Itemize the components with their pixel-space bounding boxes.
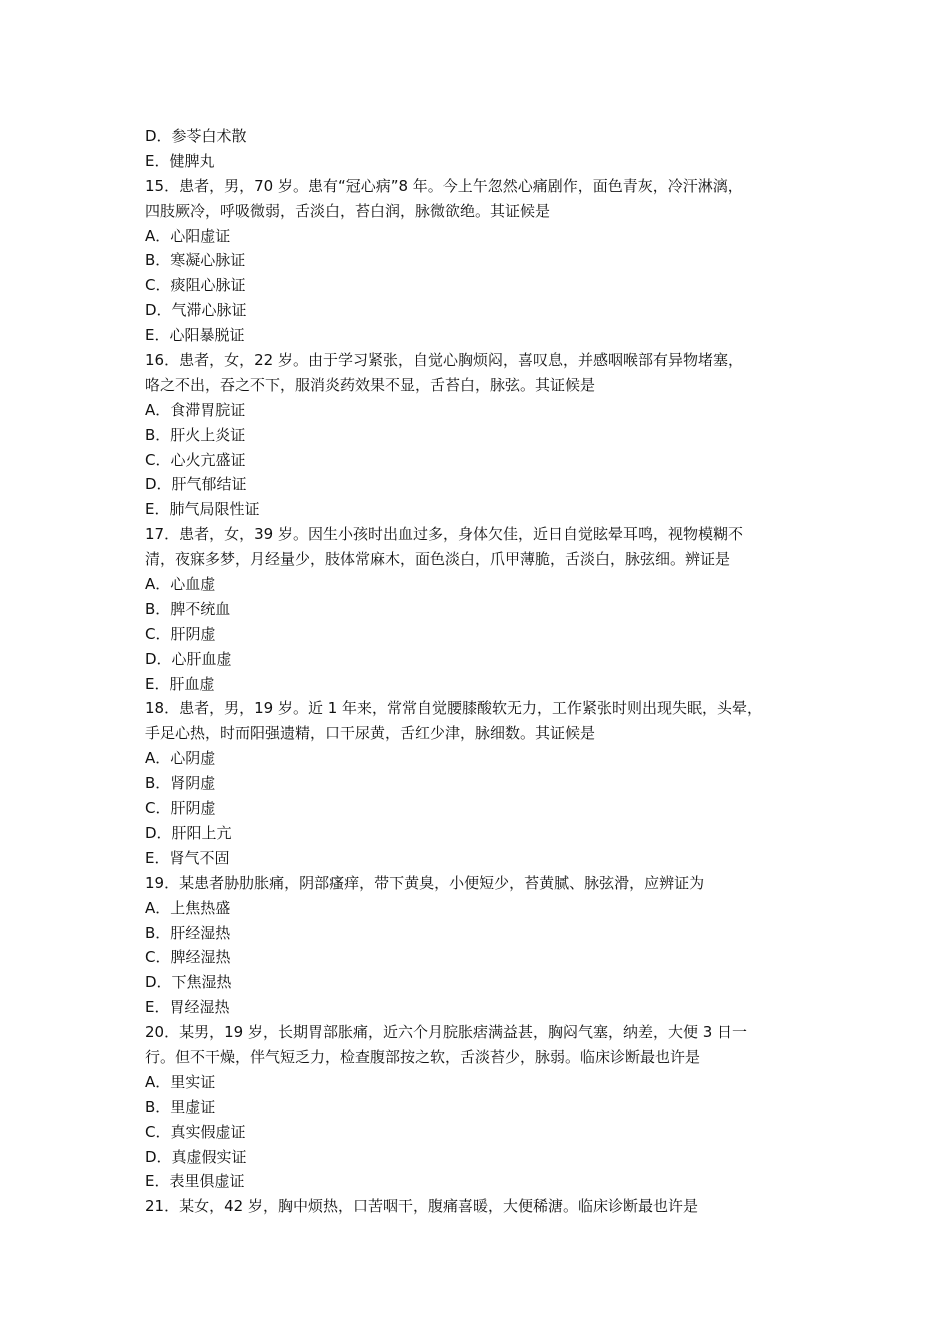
answer-option: C．心火亢盛证 [145, 450, 246, 469]
text-line: 四肢厥冷，呼吸微弱，舌淡白，苔白润，脉微欲绝。其证候是 [145, 201, 551, 220]
answer-option: B．里虚证 [145, 1097, 216, 1116]
answer-option: D．肝气郁结证 [145, 475, 247, 494]
text-line: 清，夜寐多梦，月经量少，肢体常麻木，面色淡白，爪甲薄脆，舌淡白，脉弦细。辨证是 [145, 550, 731, 569]
answer-option: D．气滞心脉证 [145, 301, 247, 320]
question-text: 20．某男，19 岁，长期胃部胀痛，近六个月脘胀痞满益甚，胸闷气塞，纳差，大便 3 日一 [145, 1023, 748, 1042]
answer-option: A．心阳虚证 [145, 226, 231, 245]
answer-option: A．心阴虚 [145, 749, 216, 768]
text-line: 手足心热，时而阳强遗精，口干尿黄，舌红少津，脉细数。其证候是 [145, 724, 596, 743]
answer-option: B．肝经湿热 [145, 923, 231, 942]
question-text: 15．患者，男，70 岁。患有“冠心病”8 年。今上午忽然心痛剧作，面色青灰，冷汗淋漓， [145, 176, 743, 195]
question-text: 19．某患者胁肋胀痛，阴部瘙痒，带下黄臭，小便短少，苔黄腻、脉弦滑，应辨证为 [145, 873, 705, 892]
text-line: 行。但不干燥，伴气短乏力，检查腹部按之软，舌淡苔少，脉弱。临床诊断最也许是 [145, 1047, 701, 1066]
answer-option: E．心阳暴脱证 [145, 326, 245, 345]
answer-option: E．肝血虚 [145, 674, 215, 693]
answer-option: E．肾气不固 [145, 848, 230, 867]
answer-option: D．参苓白术散 [145, 127, 247, 145]
answer-option: A．心血虚 [145, 575, 216, 594]
answer-option: D．心肝血虚 [145, 649, 232, 668]
answer-option: B．肾阴虚 [145, 774, 216, 793]
answer-option: E．表里俱虚证 [145, 1172, 245, 1191]
answer-option: B．寒凝心脉证 [145, 251, 246, 270]
answer-option: D．下焦湿热 [145, 973, 232, 992]
answer-option: E．肺气局限性证 [145, 500, 260, 519]
answer-option: C．脾经湿热 [145, 948, 231, 967]
document-body [145, 124, 815, 1219]
question-text: 21．某女，42 岁，胸中烦热，口苦咽干，腹痛喜暖，大便稀溏。临床诊断最也许是 [145, 1197, 698, 1216]
answer-option: D．真虚假实证 [145, 1147, 247, 1166]
answer-option: B．脾不统血 [145, 599, 231, 618]
answer-option: A．上焦热盛 [145, 898, 231, 917]
question-text: 17．患者，女，39 岁。因生小孩时出血过多，身体欠佳，近日自觉眩晕耳鸣，视物模糊不 [145, 525, 743, 544]
answer-option: C．痰阻心脉证 [145, 276, 246, 295]
answer-option: C．真实假虚证 [145, 1122, 246, 1141]
answer-option: E．胃经湿热 [145, 998, 230, 1017]
answer-option: A．里实证 [145, 1072, 216, 1091]
answer-option: A．食滞胃脘证 [145, 400, 246, 419]
answer-option: E．健脾丸 [145, 151, 215, 170]
question-text: 16．患者，女，22 岁。由于学习紧张，自觉心胸烦闷，喜叹息，并感咽喉部有异物堵塞， [145, 351, 743, 370]
answer-option: B．肝火上炎证 [145, 425, 246, 444]
answer-option: C．肝阴虚 [145, 624, 216, 643]
question-text: 18．患者，男，19 岁。近 1 年来，常常自觉腰膝酸软无力，工作紧张时则出现失眠，头晕， [145, 699, 763, 718]
answer-option: C．肝阴虚 [145, 799, 216, 818]
answer-option: D．肝阳上亢 [145, 823, 232, 842]
text-line: 咯之不出，吞之不下，服消炎药效果不显，舌苔白，脉弦。其证候是 [145, 375, 596, 394]
